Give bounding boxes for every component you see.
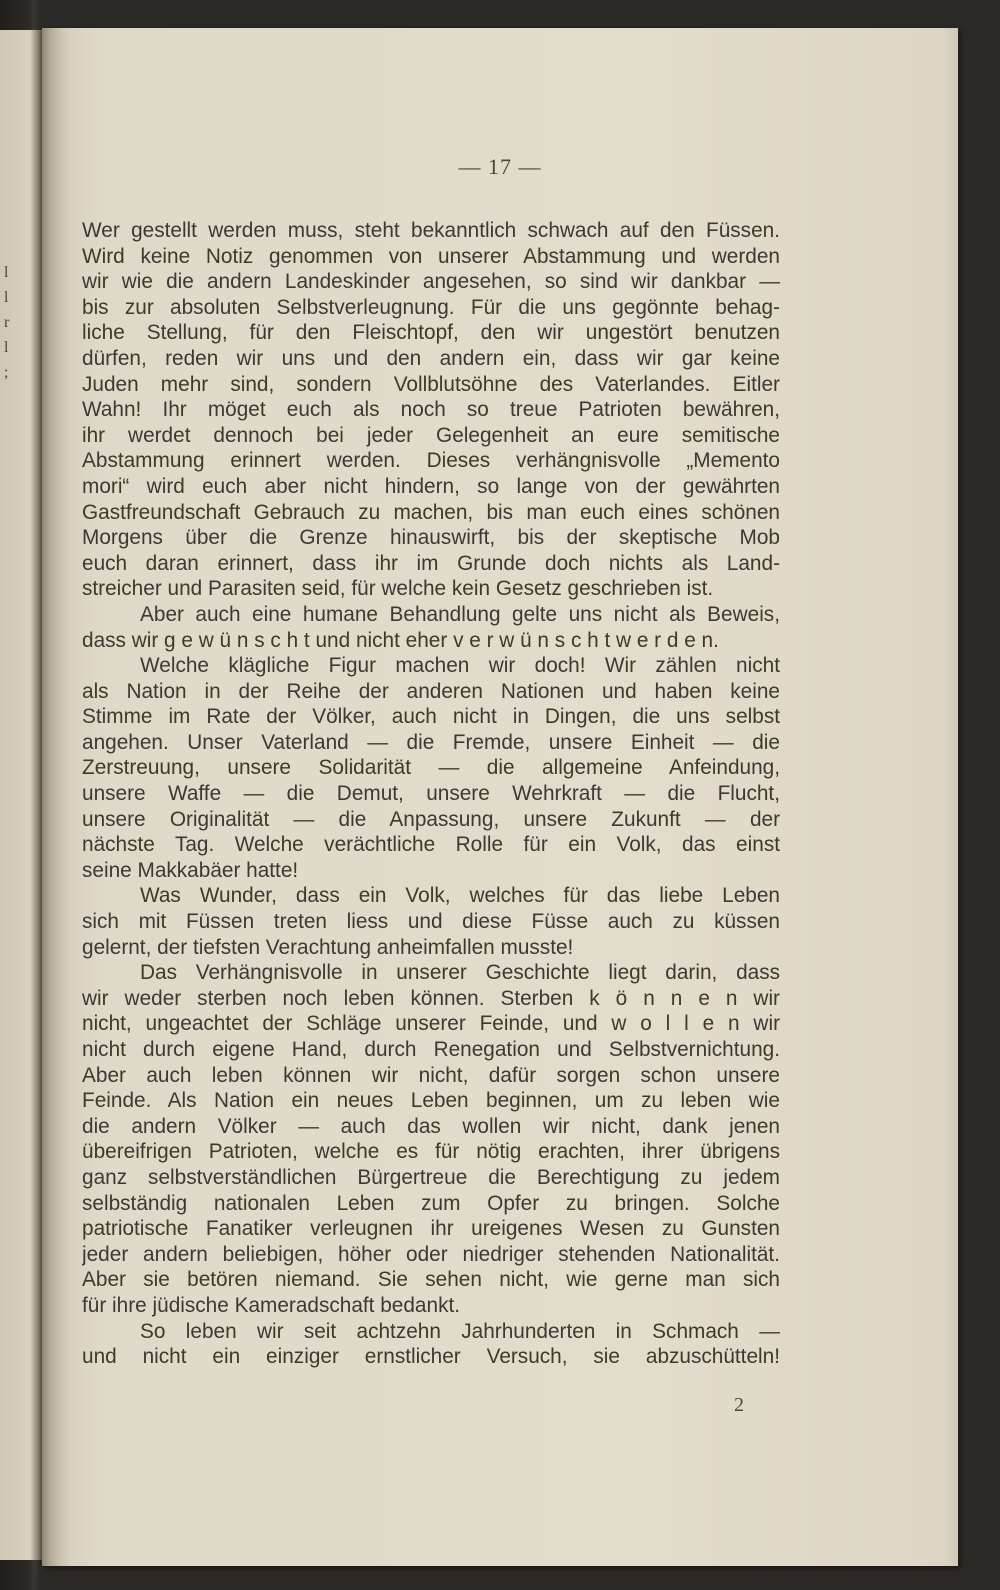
text-line: nicht durch eigene Hand, durch Renegation und Selbstvernichtung.	[82, 1038, 780, 1061]
prev-fragment: l	[4, 289, 9, 306]
text-line: Wahn! Ihr möget euch als noch so treue Patrioten bewähren,	[82, 398, 780, 422]
prev-fragment: l	[4, 339, 9, 356]
text-line: nicht, ungeachtet der Schläge unserer Feinde, und w o l l e n wir	[82, 1012, 780, 1036]
text-line: Aber auch eine humane Behandlung gelte uns nicht als Beweis,	[140, 602, 780, 626]
text-line: ganz selbstverständlichen Bürgertreue die Berechtigung zu jedem	[82, 1165, 780, 1189]
text-line: Aber sie betören niemand. Sie sehen nicht, wie gerne man sich	[82, 1268, 780, 1292]
text-line: Gastfreundschaft Gebrauch zu machen, bis man euch eines schönen	[82, 500, 780, 524]
text-line: patriotische Fanatiker verleugnen ihr ureigenes Wesen zu Gunsten	[82, 1217, 780, 1241]
text-line: angehen. Unser Vaterland — die Fremde, unsere Einheit — die	[82, 730, 780, 754]
text-line: Wer gestellt werden muss, steht bekanntlich schwach auf den Füssen.	[82, 219, 780, 242]
text-line: Feinde. Als Nation ein neues Leben beginnen, um zu leben wie	[82, 1089, 780, 1113]
text-line: übereifrigen Patrioten, welche es für nötig erachten, ihrer übrigens	[82, 1140, 780, 1164]
body-text	[82, 218, 780, 1370]
text-line: wir wie die andern Landeskinder angesehen, so sind wir dankbar —	[82, 270, 780, 294]
text-line: streicher und Parasiten seid, für welche kein Gesetz geschrieben ist.	[82, 577, 714, 601]
text-line: wir weder sterben noch leben können. Sterben k ö n n e n wir	[82, 986, 780, 1010]
text-line: Abstammung erinnert werden. Dieses verhängnisvolle „Memento	[82, 449, 780, 473]
book-page	[42, 28, 958, 1566]
text-line: sich mit Füssen treten liess und diese Füsse auch zu küssen	[82, 910, 780, 934]
text-line: nächste Tag. Welche verächtliche Rolle für ein Volk, das einst	[82, 833, 780, 857]
text-line: Morgens über die Grenze hinauswirft, bis der skeptische Mob	[82, 526, 780, 550]
text-line: Welche klägliche Figur machen wir doch! Wir zählen nicht	[140, 654, 780, 678]
text-line: für ihre jüdische Kameradschaft bedankt.	[82, 1293, 461, 1317]
text-line: Juden mehr sind, sondern Vollblutsöhne des Vaterlandes. Eitler	[82, 372, 780, 396]
text-line: So leben wir seit achtzehn Jahrhunderten in Schmach —	[140, 1319, 780, 1343]
text-line: gelernt, der tiefsten Verachtung anheimfallen musste!	[82, 935, 574, 959]
text-line: und nicht ein einziger ernstlicher Versuch, sie abzuschütteln!	[82, 1345, 780, 1369]
text-line: jeder andern beliebigen, höher oder niedriger stehenden Nationalität.	[82, 1242, 780, 1266]
text-line: bis zur absoluten Selbstverleugnung. Für die uns gegönnte behag-	[82, 295, 780, 319]
previous-page-edge	[0, 30, 42, 1560]
text-line: mori“ wird euch aber nicht hindern, so lange von der gewährten	[82, 474, 780, 498]
text-line: unsere Waffe — die Demut, unsere Wehrkraft — die Flucht,	[82, 782, 780, 806]
previous-page-text-fragments	[4, 260, 14, 385]
text-line: euch daran erinnert, dass ihr im Grunde doch nichts als Land-	[82, 551, 780, 575]
text-line: dass wir g e w ü n s c h t und nicht eher v e r w ü n s c h t w e r d e n.	[82, 628, 719, 652]
text-line: Aber auch leben können wir nicht, dafür sorgen schon unsere	[82, 1063, 780, 1087]
page-number: — 17 —	[458, 154, 542, 179]
text-line: die andern Völker — auch das wollen wir nicht, dank jenen	[82, 1114, 780, 1138]
text-line: unsere Originalität — die Anpassung, unsere Zukunft — der	[82, 807, 780, 831]
prev-fragment: l	[4, 264, 9, 281]
text-line: Zerstreuung, unsere Solidarität — die allgemeine Anfeindung,	[82, 756, 780, 780]
text-line: ihr werdet dennoch bei jeder Gelegenheit an eure semitische	[82, 423, 780, 447]
text-line: seine Makkabäer hatte!	[82, 858, 299, 882]
text-line: selbständig nationalen Leben zum Opfer zu bringen. Solche	[82, 1191, 780, 1215]
text-line: Wird keine Notiz genommen von unserer Abstammung und werden	[82, 244, 780, 268]
text-line: Das Verhängnisvolle in unserer Geschichte liegt darin, dass	[140, 961, 780, 985]
text-line: Was Wunder, dass ein Volk, welches für das liebe Leben	[140, 884, 780, 908]
prev-fragment: ;	[4, 364, 9, 381]
page-binding-shadow	[42, 28, 70, 1566]
prev-fragment: r	[4, 314, 10, 331]
text-line: liche Stellung, für den Fleischtopf, den wir ungestört benutzen	[82, 321, 780, 345]
text-line: Stimme im Rate der Völker, auch nicht in Dingen, die uns selbst	[82, 705, 780, 729]
text-line: dürfen, reden wir uns und den andern ein, dass wir gar keine	[82, 346, 780, 370]
signature-mark: 2	[734, 1394, 744, 1416]
text-line: als Nation in der Reihe der anderen Nationen und haben keine	[82, 679, 780, 703]
